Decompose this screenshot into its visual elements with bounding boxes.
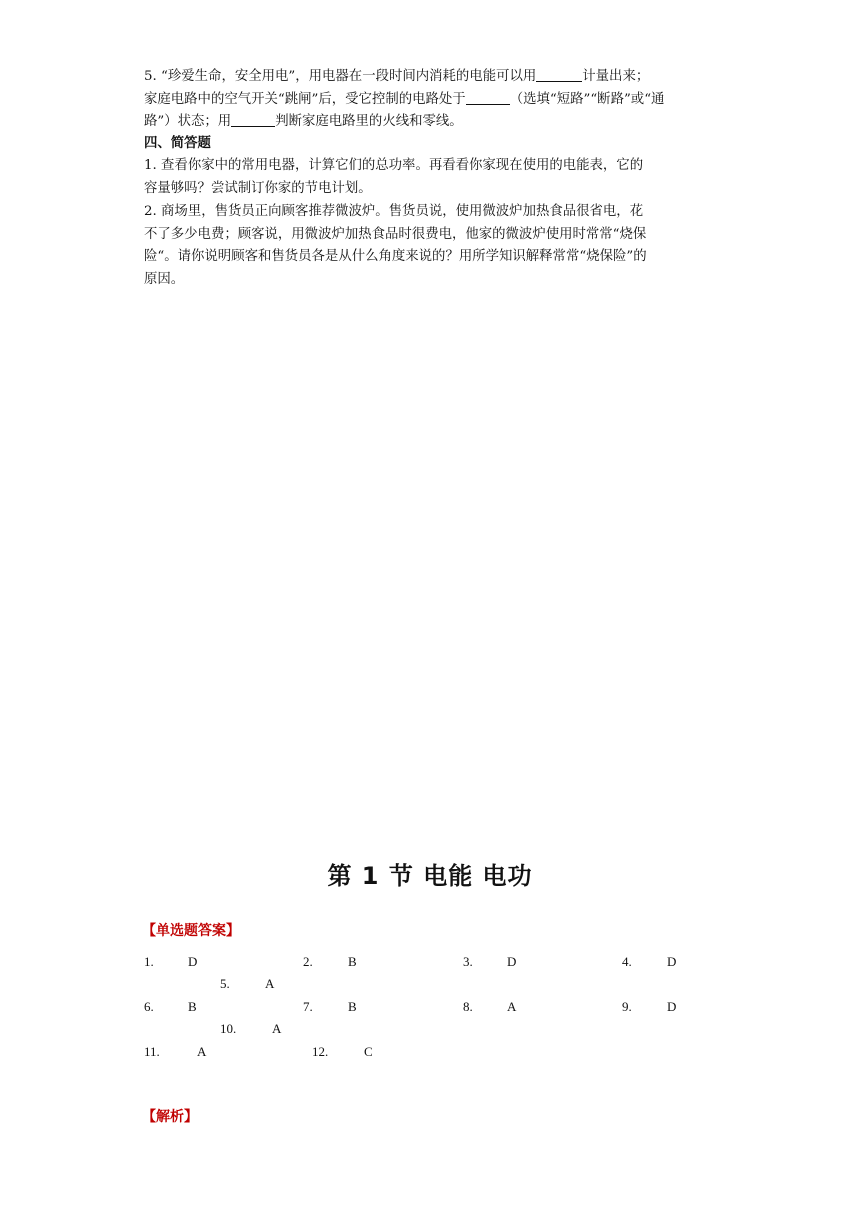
- fill-blank: [466, 90, 510, 105]
- text-line: 险“。请你说明顾客和售货员各是从什么角度来说的？用所学知识解释常常“烧保险”的: [144, 249, 647, 264]
- answer-number: 10.: [220, 1021, 237, 1036]
- answer-number: 12.: [312, 1044, 329, 1059]
- analysis-header: 【解析】: [142, 1109, 198, 1125]
- question-5-line-2: [144, 89, 718, 112]
- answer-value: D: [667, 999, 677, 1014]
- text-line: 原因。: [144, 271, 185, 287]
- answer-value: D: [667, 954, 677, 969]
- answer-value: A: [507, 999, 517, 1014]
- question-5-line-3: [144, 111, 718, 134]
- answer-number: 1.: [144, 954, 154, 969]
- short-answer-1: [144, 155, 718, 200]
- fill-blank: [231, 112, 275, 127]
- answer-value: D: [507, 954, 517, 969]
- question-5-text: 计量出来；: [582, 69, 650, 84]
- section-title: 第 1 节 电能 电功: [327, 862, 533, 890]
- question-5-line-1: [144, 66, 718, 89]
- short-answer-2: [144, 201, 718, 291]
- question-5-text: （选填“短路”“断路”或“通: [509, 91, 665, 107]
- answer-number: 2.: [303, 954, 313, 969]
- answer-value: B: [188, 999, 197, 1014]
- answer-value: C: [364, 1044, 373, 1059]
- answer-number: 5.: [220, 976, 230, 991]
- question-5-text: 路”）状态；用: [144, 114, 232, 129]
- answer-value: A: [197, 1044, 207, 1059]
- answer-number: 11.: [144, 1044, 160, 1059]
- answer-number: 3.: [463, 954, 473, 969]
- question-5: [144, 66, 718, 134]
- answer-value: B: [348, 999, 357, 1014]
- answer-value: A: [272, 1021, 282, 1036]
- answer-number: 4.: [622, 954, 632, 969]
- question-5-text: 5. “珍爱生命，安全用电”，用电器在一段时间内消耗的电能可以用: [144, 69, 537, 84]
- question-5-text: 判断家庭电路里的火线和零线。: [275, 114, 463, 129]
- answer-number: 7.: [303, 999, 313, 1014]
- answers-header: 【单选题答案】: [142, 923, 240, 939]
- section-heading: 四、简答题: [144, 135, 211, 151]
- text-line: 容量够吗？尝试制订你家的节电计划。: [144, 180, 372, 196]
- answer-value: A: [265, 976, 275, 991]
- fill-blank: [536, 67, 582, 82]
- question-5-text: 家庭电路中的空气开关“跳闸”后，受它控制的电路处于: [144, 91, 466, 107]
- answer-number: 6.: [144, 999, 154, 1014]
- answer-number: 8.: [463, 999, 473, 1014]
- text-line: 1. 查看你家中的常用电器，计算它们的总功率。再看看你家现在使用的电能表，它的: [144, 158, 644, 173]
- text-line: 不了多少电费；顾客说，用微波炉加热食品时很费电，他家的微波炉使用时常常“烧保: [144, 226, 647, 242]
- answer-value: B: [348, 954, 357, 969]
- answer-value: D: [188, 954, 198, 969]
- answer-number: 9.: [622, 999, 632, 1014]
- text-line: 2. 商场里，售货员正向顾客推荐微波炉。售货员说，使用微波炉加热食品很省电，花: [144, 204, 644, 219]
